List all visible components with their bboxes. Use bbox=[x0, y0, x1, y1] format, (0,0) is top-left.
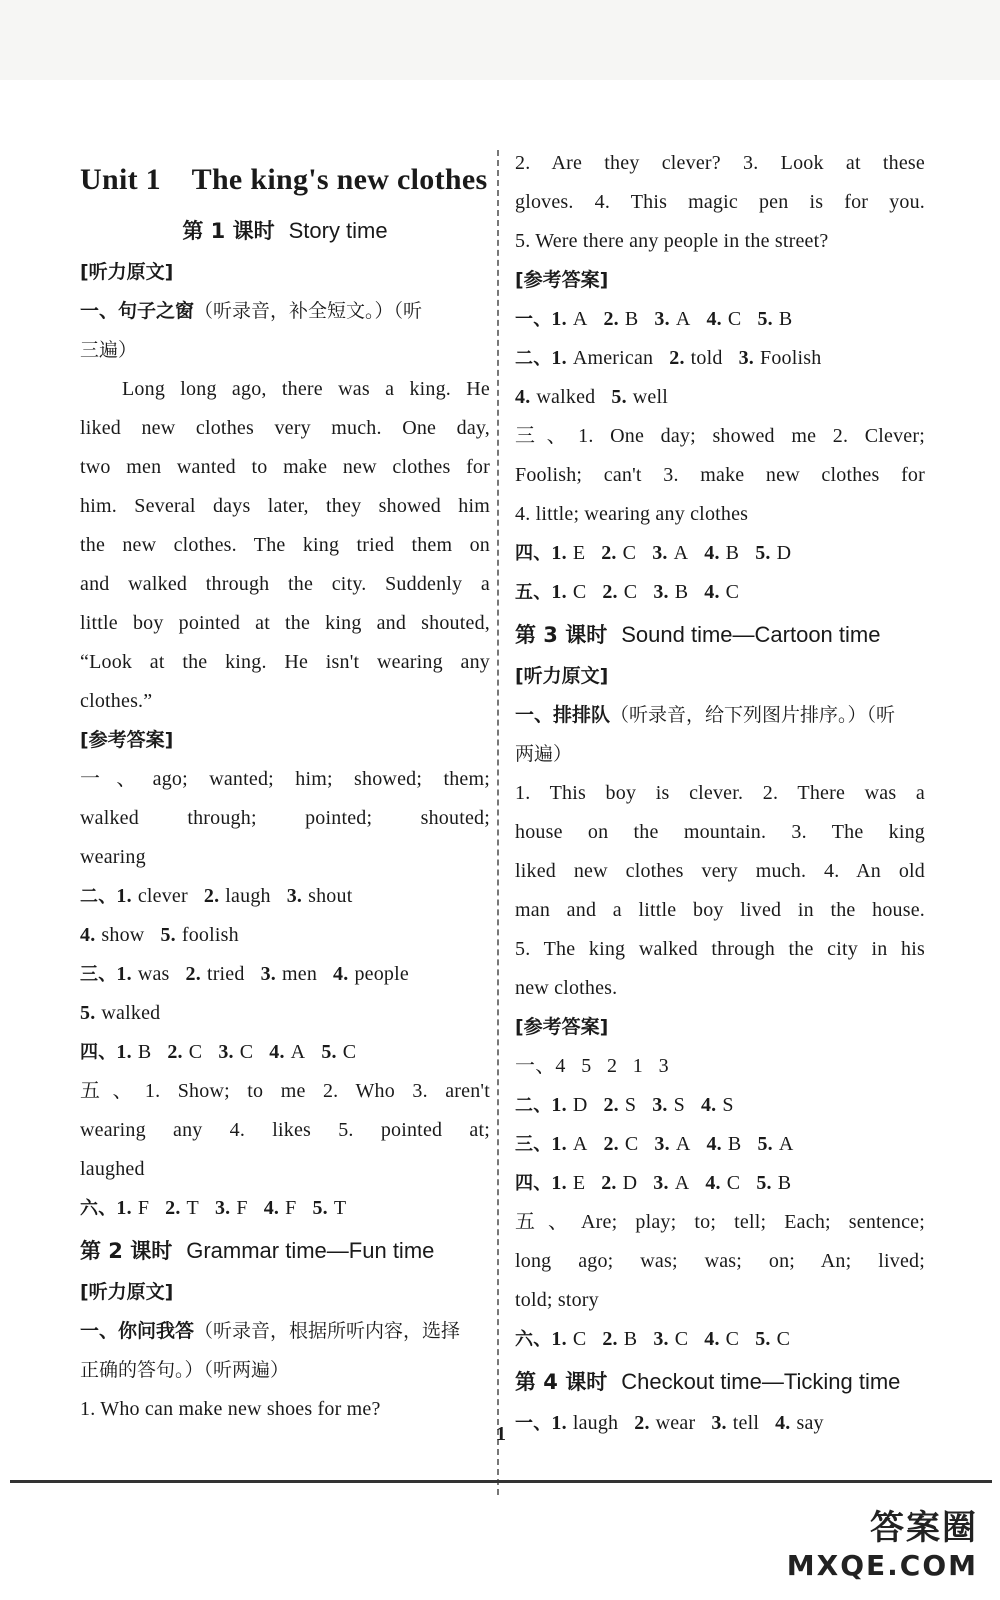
answer-item bbox=[218, 1033, 253, 1072]
item-number: 5. bbox=[321, 1041, 337, 1063]
passage-line: 1. This boy is clever. 2. There was a bbox=[515, 782, 925, 804]
item-number: 2. bbox=[603, 1133, 619, 1155]
passage-line: him. Several days later, they showed him bbox=[80, 495, 490, 517]
answer-row bbox=[515, 534, 925, 573]
answer-item bbox=[756, 1164, 791, 1203]
passage-line: the new clothes. The king tried them on bbox=[80, 534, 490, 556]
answer-item bbox=[706, 1125, 741, 1164]
item-number: 4. bbox=[706, 308, 722, 330]
question-line: 2. Are they clever? 3. Look at these bbox=[515, 152, 925, 174]
question-prefix: 六、 bbox=[515, 1329, 552, 1350]
section-heading bbox=[80, 292, 490, 331]
item-number: 3. bbox=[654, 1133, 670, 1155]
answer-line: wearing bbox=[80, 846, 146, 868]
answer-item bbox=[611, 378, 668, 417]
listening-label: [听力原文] bbox=[80, 261, 174, 283]
passage-line: little boy pointed at the king and shouted, bbox=[80, 612, 490, 634]
answer-item bbox=[757, 300, 792, 339]
lesson-1-heading bbox=[80, 208, 490, 253]
answer-row bbox=[515, 1125, 925, 1164]
answer-line: 一、ago; wanted; him; showed; them; bbox=[80, 768, 490, 790]
answer-label: [参考答案] bbox=[80, 729, 174, 751]
item-number: 5. bbox=[160, 924, 176, 946]
answer-row bbox=[80, 916, 490, 955]
item-number: 5. bbox=[757, 308, 773, 330]
item-number: 5. bbox=[756, 1172, 772, 1194]
item-number: 2. bbox=[601, 542, 617, 564]
answer-item bbox=[160, 916, 238, 955]
answer-item bbox=[551, 1320, 586, 1359]
item-number: 1. bbox=[551, 1172, 567, 1194]
passage-line: Long long ago, there was a king. He bbox=[122, 378, 490, 400]
answer-item bbox=[603, 1086, 636, 1125]
item-number: 2. bbox=[601, 1172, 617, 1194]
question-prefix: 三、 bbox=[515, 1134, 552, 1155]
item-answer: C bbox=[622, 542, 637, 564]
item-number: 5. bbox=[611, 386, 627, 408]
section-title: 一、你问我答 bbox=[80, 1320, 195, 1342]
answer-label: [参考答案] bbox=[515, 1016, 609, 1038]
answer-row bbox=[80, 1189, 490, 1228]
answer-item bbox=[515, 378, 595, 417]
item-number: 1. bbox=[116, 1041, 132, 1063]
item-answer: S bbox=[624, 1094, 637, 1116]
answer-item bbox=[551, 1086, 587, 1125]
bottom-rule bbox=[10, 1480, 992, 1483]
item-number: 2. bbox=[603, 1094, 619, 1116]
item-answer: B bbox=[725, 542, 740, 564]
item-answer: F bbox=[137, 1197, 150, 1219]
item-answer: C bbox=[674, 1328, 689, 1350]
answer-row bbox=[515, 573, 925, 612]
item-number: 4. bbox=[80, 924, 96, 946]
answer-item bbox=[755, 1320, 790, 1359]
answer-item bbox=[704, 573, 739, 612]
answer-item bbox=[312, 1189, 346, 1228]
answer-item bbox=[704, 1320, 739, 1359]
item-answer: T bbox=[186, 1197, 199, 1219]
item-number: 1. bbox=[551, 1412, 567, 1434]
question-prefix: 三、 bbox=[80, 964, 117, 985]
item-answer: B bbox=[623, 1328, 638, 1350]
item-number: 4. bbox=[706, 1133, 722, 1155]
item-answer: C bbox=[572, 581, 587, 603]
item-number: 4. bbox=[704, 542, 720, 564]
item-number: 2. bbox=[602, 1328, 618, 1350]
passage-line: 5. The king walked through the city in his bbox=[515, 938, 925, 960]
question-prefix: 一、 bbox=[515, 1413, 552, 1434]
item-answer: C bbox=[725, 581, 740, 603]
section-heading bbox=[515, 696, 925, 735]
answer-item bbox=[551, 1125, 587, 1164]
answer-item bbox=[167, 1033, 202, 1072]
section-heading-cont: 两遍） bbox=[515, 743, 573, 765]
item-answer: clever bbox=[137, 885, 188, 907]
answer-item bbox=[551, 300, 587, 339]
question-prefix: 四、 bbox=[80, 1042, 117, 1063]
answer-item bbox=[755, 534, 791, 573]
question-prefix: 六、 bbox=[80, 1198, 117, 1219]
item-answer: A bbox=[572, 1133, 588, 1155]
watermark-url: MXQE.COM bbox=[786, 1549, 978, 1582]
answer-row bbox=[80, 877, 490, 916]
answer-item bbox=[701, 1086, 734, 1125]
item-number: 1. bbox=[551, 1133, 567, 1155]
answer-line: Foolish; can't 3. make new clothes for bbox=[515, 464, 925, 486]
section-heading bbox=[80, 1312, 490, 1351]
passage-line: man and a little boy lived in the house. bbox=[515, 899, 925, 921]
answer-item bbox=[739, 339, 822, 378]
answer-item bbox=[116, 1033, 151, 1072]
answer-line: walked through; pointed; shouted; bbox=[80, 807, 490, 829]
answer-item bbox=[80, 994, 160, 1033]
item-answer: say bbox=[796, 1412, 824, 1434]
item-answer: men bbox=[282, 963, 318, 985]
passage bbox=[80, 370, 490, 721]
question-prefix: 二、 bbox=[80, 886, 117, 907]
item-answer: C bbox=[239, 1041, 254, 1063]
answer-line: 三、1. One day; showed me 2. Clever; bbox=[515, 425, 925, 447]
column-divider bbox=[497, 150, 499, 1495]
answer-row bbox=[515, 339, 925, 378]
item-number: 3. bbox=[738, 347, 754, 369]
item-number: 4. bbox=[705, 1172, 721, 1194]
item-answer: A bbox=[778, 1133, 794, 1155]
lesson-number: 第 1 课时 bbox=[182, 219, 275, 243]
item-number: 4. bbox=[775, 1412, 791, 1434]
lesson-title: Sound time—Cartoon time bbox=[621, 622, 881, 647]
item-answer: C bbox=[727, 308, 742, 330]
page-number: 1 bbox=[496, 1423, 506, 1445]
item-answer: D bbox=[622, 1172, 638, 1194]
item-answer: B bbox=[137, 1041, 152, 1063]
item-number: 5. bbox=[80, 1002, 96, 1024]
item-number: 1. bbox=[551, 308, 567, 330]
lesson-2-heading bbox=[80, 1228, 490, 1273]
item-number: 4. bbox=[515, 386, 531, 408]
item-answer: C bbox=[624, 1133, 639, 1155]
item-number: 2. bbox=[602, 581, 618, 603]
section-heading-cont: 正确的答句。）（听两遍） bbox=[80, 1359, 290, 1381]
item-number: 1. bbox=[551, 1094, 567, 1116]
item-number: 1. bbox=[116, 885, 132, 907]
answer-item bbox=[551, 534, 585, 573]
answer-item bbox=[116, 877, 187, 916]
answer-item bbox=[603, 1125, 638, 1164]
item-number: 1. bbox=[551, 581, 567, 603]
item-answer: laugh bbox=[225, 885, 271, 907]
question-line: 5. Were there any people in the street? bbox=[515, 230, 829, 252]
item-answer: foolish bbox=[181, 924, 239, 946]
right-column bbox=[515, 144, 925, 1443]
item-answer: F bbox=[236, 1197, 248, 1219]
item-number: 3. bbox=[711, 1412, 727, 1434]
answer-row bbox=[515, 1164, 925, 1203]
answer-item bbox=[204, 877, 271, 916]
item-answer: A bbox=[290, 1041, 306, 1063]
lesson-title: Grammar time—Fun time bbox=[186, 1238, 435, 1263]
lesson-title: Story time bbox=[288, 218, 388, 243]
item-answer: E bbox=[572, 542, 586, 564]
item-answer: tried bbox=[206, 963, 245, 985]
item-number: 1. bbox=[116, 963, 132, 985]
item-number: 3. bbox=[653, 581, 669, 603]
answer-page bbox=[10, 80, 992, 1515]
answer-item bbox=[186, 955, 245, 994]
section-title: 一、句子之窗 bbox=[80, 300, 195, 322]
item-number: 3. bbox=[260, 963, 276, 985]
item-answer: B bbox=[624, 308, 639, 330]
item-number: 5. bbox=[755, 542, 771, 564]
question-prefix: 一、 bbox=[515, 309, 552, 330]
answer-item bbox=[215, 1189, 248, 1228]
answer-line: 五、1. Show; to me 2. Who 3. aren't bbox=[80, 1080, 490, 1102]
item-answer: show bbox=[101, 924, 145, 946]
item-number: 4. bbox=[269, 1041, 285, 1063]
answer-item bbox=[116, 1189, 149, 1228]
item-number: 4. bbox=[704, 1328, 720, 1350]
item-number: 3. bbox=[218, 1041, 234, 1063]
item-number: 5. bbox=[757, 1133, 773, 1155]
answer-item bbox=[653, 1164, 689, 1203]
item-answer: E bbox=[572, 1172, 586, 1194]
item-answer: told bbox=[690, 347, 723, 369]
item-answer: laugh bbox=[572, 1412, 619, 1434]
answer-item bbox=[601, 1164, 637, 1203]
item-number: 5. bbox=[312, 1197, 328, 1219]
answer-item bbox=[601, 534, 636, 573]
item-answer: walked bbox=[101, 1002, 161, 1024]
answer-row bbox=[515, 1320, 925, 1359]
item-number: 1. bbox=[551, 347, 567, 369]
lesson-number: 第 3 课时 bbox=[515, 623, 608, 647]
unit-title: Unit 1 The king's new clothes bbox=[80, 163, 488, 196]
item-number: 4. bbox=[700, 1094, 717, 1116]
item-answer: C bbox=[342, 1041, 357, 1063]
item-answer: was bbox=[137, 963, 170, 985]
watermark-text: 答案圈 bbox=[870, 1508, 978, 1548]
item-answer: American bbox=[572, 347, 654, 369]
answer-item bbox=[705, 1164, 740, 1203]
passage-line: and walked through the city. Suddenly a bbox=[80, 573, 490, 595]
item-answer: C bbox=[188, 1041, 203, 1063]
item-answer: C bbox=[623, 581, 638, 603]
item-answer: B bbox=[674, 581, 689, 603]
answer-row bbox=[515, 378, 925, 417]
item-number: 2. bbox=[203, 885, 220, 907]
answer-line: laughed bbox=[80, 1158, 145, 1180]
question-prefix: 二、 bbox=[515, 348, 552, 369]
answer-item bbox=[652, 1086, 685, 1125]
passage-line: liked new clothes very much. One day, bbox=[80, 417, 490, 439]
answer-item bbox=[116, 955, 169, 994]
answer-item bbox=[264, 1189, 297, 1228]
section-note: （听录音，根据所听内容，选择 bbox=[194, 1320, 461, 1342]
answer-item bbox=[704, 534, 739, 573]
question-prefix: 二、 bbox=[515, 1095, 552, 1116]
answer-item bbox=[321, 1033, 356, 1072]
item-answer: A bbox=[675, 1133, 691, 1155]
item-number: 3. bbox=[653, 1172, 669, 1194]
item-answer: wear bbox=[655, 1412, 696, 1434]
answer-row bbox=[515, 300, 925, 339]
answer-line: told; story bbox=[515, 1289, 599, 1311]
section-heading-cont: 三遍） bbox=[80, 339, 138, 361]
answer-item bbox=[165, 1189, 199, 1228]
item-answer: B bbox=[727, 1133, 742, 1155]
question-prefix: 四、 bbox=[515, 543, 552, 564]
question-line: gloves. 4. This magic pen is for you. bbox=[515, 191, 925, 213]
item-answer: A bbox=[572, 308, 588, 330]
item-answer: walked bbox=[536, 386, 596, 408]
answer-line: long ago; was; was; on; An; lived; bbox=[515, 1250, 925, 1272]
lesson-number: 第 4 课时 bbox=[515, 1370, 608, 1394]
answer-line: 五、Are; play; to; tell; Each; sentence; bbox=[515, 1211, 925, 1233]
item-answer: F bbox=[285, 1197, 297, 1219]
item-number: 3. bbox=[653, 1328, 669, 1350]
answer-item bbox=[603, 300, 638, 339]
answer-line: wearing any 4. likes 5. pointed at; bbox=[80, 1119, 490, 1141]
item-answer: D bbox=[776, 542, 792, 564]
item-answer: C bbox=[726, 1172, 741, 1194]
answer-item bbox=[261, 955, 317, 994]
question-prefix: 四、 bbox=[515, 1173, 552, 1194]
passage-line: new clothes. bbox=[515, 977, 618, 999]
item-number: 1. bbox=[116, 1197, 132, 1219]
left-column bbox=[80, 80, 490, 1429]
item-number: 2. bbox=[634, 1412, 650, 1434]
answer-item bbox=[669, 339, 722, 378]
answer-item bbox=[333, 955, 409, 994]
listening-label: [听力原文] bbox=[80, 1281, 174, 1303]
answer-item bbox=[652, 534, 688, 573]
answer-item bbox=[551, 573, 586, 612]
answer-line: 一、4 5 2 1 3 bbox=[515, 1055, 669, 1077]
answer-item bbox=[653, 1320, 688, 1359]
section-note: （听录音，补全短文。）（听 bbox=[194, 300, 423, 322]
item-answer: well bbox=[632, 386, 669, 408]
answer-line: 4. little; wearing any clothes bbox=[515, 503, 749, 525]
lesson-number: 第 2 课时 bbox=[80, 1239, 173, 1263]
item-answer: S bbox=[722, 1094, 734, 1116]
item-answer: D bbox=[572, 1094, 588, 1116]
answer-row bbox=[80, 994, 490, 1033]
answer-item bbox=[287, 877, 353, 916]
lesson-4-heading bbox=[515, 1359, 925, 1404]
lesson-title: Checkout time—Ticking time bbox=[621, 1369, 901, 1394]
lesson-3-heading bbox=[515, 612, 925, 657]
item-answer: C bbox=[572, 1328, 587, 1350]
item-number: 5. bbox=[755, 1328, 771, 1350]
item-number: 2. bbox=[165, 1197, 181, 1219]
answer-item bbox=[706, 300, 741, 339]
passage-line: “Look at the king. He isn't wearing any bbox=[80, 651, 490, 673]
page-edge bbox=[0, 0, 1000, 80]
answer-item bbox=[551, 1164, 585, 1203]
item-answer: Foolish bbox=[760, 347, 822, 369]
answer-item bbox=[602, 1320, 637, 1359]
item-number: 3. bbox=[286, 885, 303, 907]
answer-row bbox=[515, 1086, 925, 1125]
answer-item bbox=[757, 1125, 793, 1164]
item-answer: T bbox=[333, 1197, 347, 1219]
item-answer: C bbox=[776, 1328, 791, 1350]
answer-item bbox=[654, 300, 690, 339]
answer-item bbox=[80, 916, 144, 955]
item-number: 3. bbox=[214, 1197, 231, 1219]
item-answer: S bbox=[673, 1094, 685, 1116]
item-number: 2. bbox=[669, 347, 685, 369]
passage-line: liked new clothes very much. 4. An old bbox=[515, 860, 925, 882]
passage-line: clothes.” bbox=[80, 690, 153, 712]
item-answer: tell bbox=[732, 1412, 760, 1434]
item-answer: B bbox=[777, 1172, 792, 1194]
item-number: 3. bbox=[652, 542, 668, 564]
answer-item bbox=[602, 573, 637, 612]
item-number: 3. bbox=[654, 308, 670, 330]
answer-label: [参考答案] bbox=[515, 269, 609, 291]
passage-line: two men wanted to make new clothes for bbox=[80, 456, 490, 478]
site-watermark bbox=[787, 1500, 978, 1582]
item-answer: A bbox=[673, 542, 689, 564]
item-number: 3. bbox=[652, 1094, 668, 1116]
item-answer: shout bbox=[308, 885, 353, 907]
answer-row bbox=[80, 955, 490, 994]
answer-item bbox=[269, 1033, 305, 1072]
listening-label: [听力原文] bbox=[515, 665, 609, 687]
answer-item bbox=[653, 573, 688, 612]
item-number: 1. bbox=[551, 1328, 567, 1350]
item-number: 4. bbox=[263, 1197, 280, 1219]
item-number: 4. bbox=[333, 963, 349, 985]
section-title: 一、排排队 bbox=[515, 704, 611, 726]
question-prefix: 五、 bbox=[515, 582, 552, 603]
item-answer: A bbox=[674, 1172, 690, 1194]
answer-item bbox=[654, 1125, 690, 1164]
item-number: 2. bbox=[603, 308, 619, 330]
item-answer: people bbox=[354, 963, 409, 985]
item-number: 4. bbox=[704, 581, 720, 603]
item-answer: B bbox=[778, 308, 793, 330]
item-answer: A bbox=[675, 308, 691, 330]
item-number: 1. bbox=[551, 542, 567, 564]
section-note: （听录音，给下列图片排序。）（听 bbox=[610, 704, 896, 726]
passage-line: house on the mountain. 3. The king bbox=[515, 821, 925, 843]
item-number: 2. bbox=[167, 1041, 183, 1063]
answer-item bbox=[551, 339, 653, 378]
item-answer: C bbox=[725, 1328, 740, 1350]
item-number: 2. bbox=[185, 963, 201, 985]
answer-row bbox=[80, 1033, 490, 1072]
question-line: 1. Who can make new shoes for me? bbox=[80, 1398, 381, 1420]
